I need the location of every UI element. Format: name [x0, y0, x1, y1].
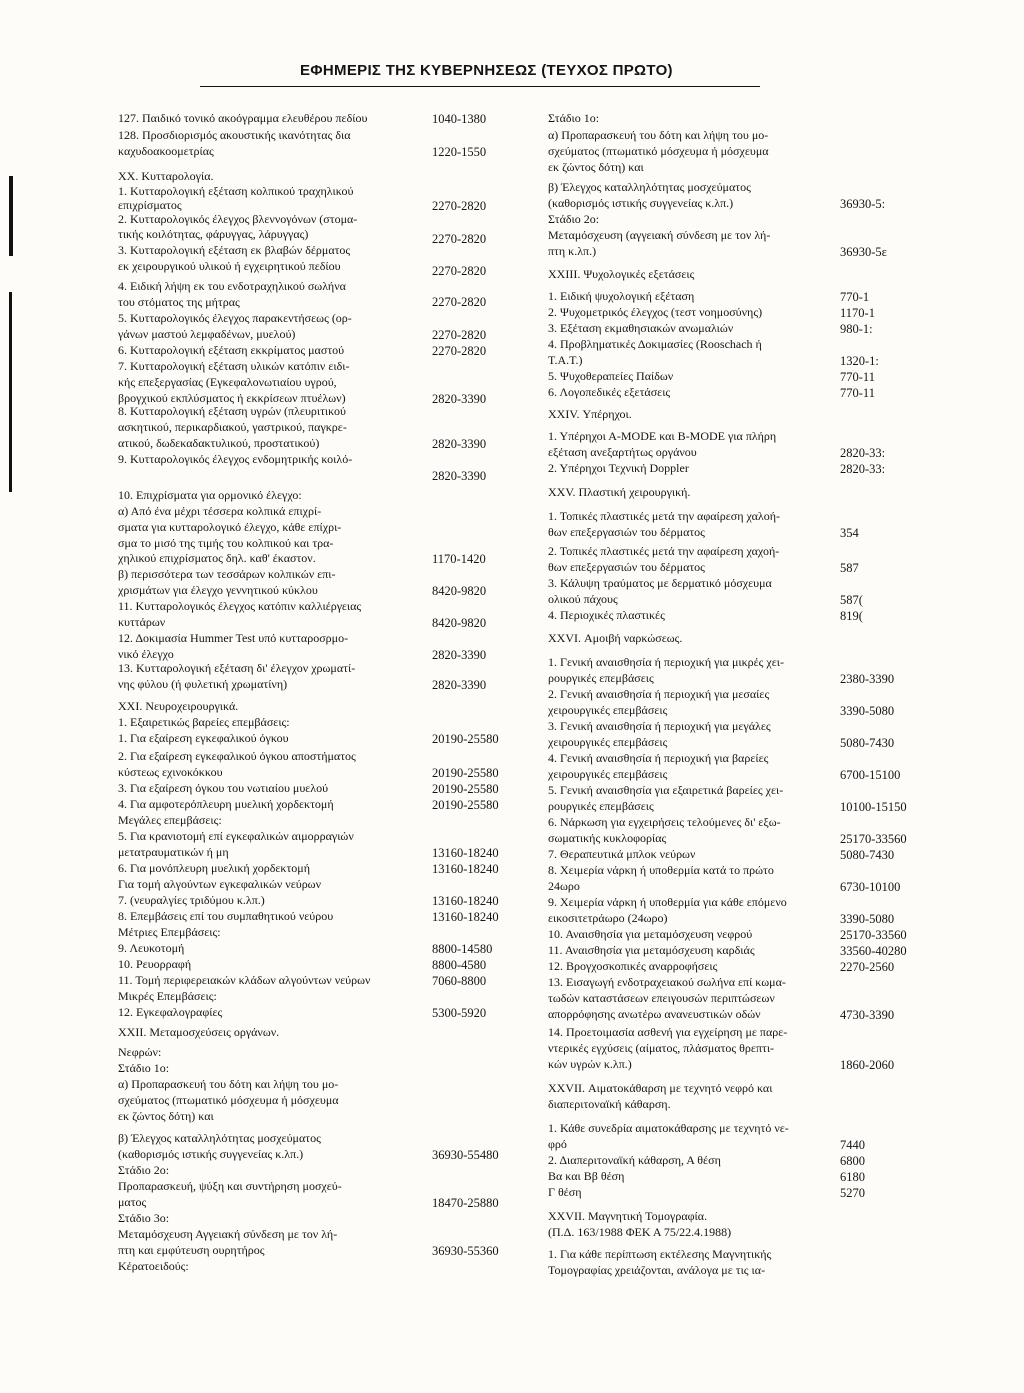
right-entry: XXVII. Μαγνητική Τομογραφία. [548, 1209, 708, 1223]
left-price: 2270-2820 [432, 232, 487, 246]
left-entry: Μεταμόσχευση Αγγειακή σύνδεση με τον λή- [118, 1227, 338, 1241]
left-entry: 4. Για αμφοτερόπλευρη μυελική χορδεκτομή [118, 797, 334, 811]
left-entry: κής επεξεργασίας (Εγκεφαλονωτιαίου υγρού, [118, 375, 337, 389]
right-entry: Στάδιο 1ο: [548, 111, 600, 125]
margin-bar-mark [9, 176, 13, 256]
left-entry: XXI. Νευροχειρουργικά. [118, 699, 239, 713]
right-price: 10100-15150 [840, 800, 907, 814]
left-price: 13160-18240 [432, 894, 499, 908]
left-price: 20190-25580 [432, 766, 499, 780]
right-entry: β) Έλεγχος καταλληλότητας μοσχεύματος [548, 180, 751, 194]
right-entry: θων επεξεργασιών του δέρματος [548, 525, 705, 539]
left-entry: 12. Εγκεφαλογραφίες [118, 1005, 223, 1019]
left-entry: ατικού, δωδεκαδακτυλικού, προστατικού) [118, 436, 320, 450]
left-entry: 12. Δοκιμασία Hummer Test υπό κυτταροσρμο- [118, 631, 349, 645]
right-entry: 6. Λογοπεδικές εξετάσεις [548, 385, 671, 399]
left-entry: 2. Για εξαίρεση εγκεφαλικού όγκου αποστήματος [118, 749, 356, 763]
right-entry: φρό [548, 1137, 567, 1151]
right-entry: κών υγρών κ.λπ.) [548, 1057, 632, 1071]
right-price: 25170-33560 [840, 832, 907, 846]
right-entry: εικοσιτετράωρο (24ωρο) [548, 911, 668, 925]
left-entry: Προπαρασκευή, ψύξη και συντήρηση μοσχεύ- [118, 1179, 342, 1193]
left-entry: 8. Επεμβάσεις επί του συμπαθητικού νεύρου [118, 909, 334, 923]
right-entry: 4. Περιοχικές πλαστικές [548, 608, 665, 622]
left-entry: εκ ζώντος δότη) και [118, 1109, 214, 1123]
right-price: 2270-2560 [840, 960, 895, 974]
left-entry: σχεύματος (πτωματικό μόσχευμα ή μόσχευμα [118, 1093, 339, 1107]
left-entry: 4. Ειδική λήψη εκ του ενδοτραχηλικού σωλήνα [118, 279, 346, 293]
left-entry: 5. Κυτταρολογικός έλεγχος παρακεντήσεως (ορ- [118, 311, 352, 325]
right-price: 6800 [840, 1154, 865, 1168]
right-entry: Στάδιο 2ο: [548, 212, 600, 226]
left-price: 20190-25580 [432, 782, 499, 796]
left-entry: 13. Κυτταρολογική εξέταση δι' έλεγχον χρωματί- [118, 661, 356, 675]
left-entry: Για τομή αλγούντων εγκεφαλικών νεύρων [118, 877, 322, 891]
right-entry: 1. Κάθε συνεδρία αιματοκάθαρσης με τεχνητό νε- [548, 1121, 789, 1135]
margin-bar-mark [9, 292, 12, 492]
right-price: 2380-3390 [840, 672, 895, 686]
left-entry: α) Προπαρασκευή του δότη και λήψη του μο- [118, 1077, 339, 1091]
left-price: 18470-25880 [432, 1196, 499, 1210]
left-entry: επιχρίσματος [118, 198, 182, 212]
right-entry: 8. Χειμερία νάρκη ή υποθερμία κατά το πρώτο [548, 863, 774, 877]
left-entry: 1. Για εξαίρεση εγκεφαλικού όγκου [118, 731, 289, 745]
left-entry: β) Έλεγχος καταλληλότητας μοσχεύματος [118, 1131, 321, 1145]
right-entry: 10. Αναισθησία για μεταμόσχευση νεφρού [548, 927, 753, 941]
left-price: 20190-25580 [432, 798, 499, 812]
left-entry: καχυδοακοομετρίας [118, 144, 214, 158]
right-entry: 3. Γενική αναισθησία ή περιοχική για μεγάλες [548, 719, 771, 733]
left-entry: σμα το μισό της τιμής του κολπικού και τρα- [118, 536, 334, 550]
left-price: 2820-3390 [432, 392, 487, 406]
right-entry: σωματικής κυκλοφορίας [548, 831, 667, 845]
right-entry: 6. Νάρκωση για εγχειρήσεις τελούμενες δι' εξω- [548, 815, 781, 829]
left-entry: β) περισσότερα των τεσσάρων κολπικών επι- [118, 567, 336, 581]
right-entry: 1. Για κάθε περίπτωση εκτέλεσης Μαγνητικής [548, 1247, 772, 1261]
left-entry: 7. Κυτταρολογική εξέταση υλικών κατόπιν ειδι- [118, 359, 350, 373]
right-price: 770-11 [840, 386, 875, 400]
right-entry: α) Προπαρασκευή του δότη και λήψη του μο- [548, 128, 769, 142]
left-entry: 11. Κυτταρολογικός έλεγχος κατόπιν καλλιέργειας [118, 599, 362, 613]
right-entry: χειρουργικές επεμβάσεις [548, 767, 668, 781]
right-entry: Τ.Α.Τ.) [548, 353, 583, 367]
right-entry: ρουργικές επεμβάσεις [548, 799, 654, 813]
left-price: 2820-3390 [432, 678, 487, 692]
right-entry: 11. Αναισθησία για μεταμόσχευση καρδιάς [548, 943, 755, 957]
right-price: 770-1 [840, 290, 870, 304]
left-entry: νης φύλου (ή φυλετική χρωματίνη) [118, 677, 288, 691]
right-price: 1170-1 [840, 306, 875, 320]
right-entry: εκ ζώντος δότη) και [548, 160, 644, 174]
left-entry: Νεφρών: [118, 1045, 162, 1059]
left-price: 5300-5920 [432, 1006, 487, 1020]
right-entry: 9. Χειμερία νάρκη ή υποθερμία για κάθε επόμενο [548, 895, 787, 909]
left-entry: 3. Κυτταρολογική εξέταση εκ βλαβών δέρματος [118, 243, 351, 257]
left-entry: βρογχικού εκπλύσματος ή εκκρίσεων πτυέλων) [118, 391, 346, 405]
right-price: 2820-33: [840, 446, 886, 460]
left-price: 2820-3390 [432, 437, 487, 451]
left-entry: 5. Για κρανιοτομή επί εγκεφαλικών αιμορραγιών [118, 829, 354, 843]
left-price: 2270-2820 [432, 264, 487, 278]
right-entry: χειρουργικές επεμβάσεις [548, 703, 668, 717]
right-entry: 7. Θεραπευτικά μπλοκ νεύρων [548, 847, 696, 861]
right-price: 3390-5080 [840, 912, 895, 926]
left-entry: XX. Κυτταρολογία. [118, 169, 214, 183]
right-price: 587( [840, 593, 863, 607]
right-entry: ρουργικές επεμβάσεις [548, 671, 654, 685]
right-entry: 4. Προβληματικές Δοκιμασίες (Rooschach ή [548, 337, 762, 351]
right-entry: 2. Ψυχομετρικός έλεγχος (τεστ νοημοσύνης) [548, 305, 763, 319]
left-entry: α) Από ένα μέχρι τέσσερα κολπικά επιχρί- [118, 504, 322, 518]
right-entry: ντερικές εγχύσεις (αίματος, πλάσματος θρεπτι- [548, 1041, 775, 1055]
right-price: 587 [840, 561, 859, 575]
left-entry: Κέρατοειδούς: [118, 1259, 189, 1273]
left-price: 1170-1420 [432, 552, 486, 566]
left-entry: 127. Παιδικό τονικό ακοόγραμμα ελευθέρου πεδίου [118, 111, 368, 125]
left-price: 13160-18240 [432, 862, 499, 876]
right-entry: XXIII. Ψυχολογικές εξετάσεις [548, 267, 695, 281]
right-price: 819( [840, 609, 863, 623]
right-entry: 5. Γενική αναισθησία για εξαιρετικά βαρείες χει- [548, 783, 784, 797]
left-entry: γάνων μαστού λεμφαδένων, μυελού) [118, 327, 296, 341]
left-entry: (καθορισμός ιστικής συγγενείας κ.λπ.) [118, 1147, 304, 1161]
right-entry: 2. Τοπικές πλαστικές μετά την αφαίρεση χαχοή- [548, 544, 780, 558]
left-price: 2270-2820 [432, 295, 487, 309]
left-entry: ματος [118, 1195, 147, 1209]
right-price: 36930-5: [840, 197, 886, 211]
right-entry: ολικού πάχους [548, 592, 618, 606]
right-price: 6180 [840, 1170, 865, 1184]
left-entry: εκ χειρουργικού υλικού ή εγχειρητικού πεδίου [118, 259, 341, 273]
left-entry: 2. Κυτταρολογικός έλεγχος βλεννογόνων (στομα- [118, 212, 358, 226]
right-entry: τωδών καταστάσεων επειγουσών περιπτώσεων [548, 991, 775, 1005]
left-price: 8420-9820 [432, 584, 487, 598]
left-entry: 128. Προσδιορισμός ακουστικής ικανότητας δια [118, 128, 351, 142]
left-entry: 9. Κυτταρολογικός έλεγχος ενδομητρικής κοιλό- [118, 452, 353, 466]
right-price: 980-1: [840, 322, 873, 336]
right-price: 354 [840, 526, 859, 540]
left-price: 8800-14580 [432, 942, 493, 956]
page-header-title: ΕΦΗΜΕΡΙΣ ΤΗΣ ΚΥΒΕΡΝΗΣΕΩΣ (ΤΕΥΧΟΣ ΠΡΩΤΟ) [300, 62, 673, 79]
left-entry: 1. Εξαιρετικώς βαρείες επεμβάσεις: [118, 715, 290, 729]
left-entry: Στάδιο 1ο: [118, 1061, 170, 1075]
right-entry: Βα και Ββ θέση [548, 1169, 625, 1183]
left-price: 2270-2820 [432, 344, 487, 358]
left-price: 2820-3390 [432, 469, 487, 483]
right-entry: 2. Υπέρηχοι Τεχνική Doppler [548, 461, 689, 475]
left-entry: χρισμάτων για έλεγχο γεννητικού κύκλου [118, 583, 318, 597]
right-entry: διαπεριτοναϊκή κάθαρση. [548, 1097, 671, 1111]
right-entry: 1. Ειδική ψυχολογική εξέταση [548, 289, 695, 303]
right-price: 6730-10100 [840, 880, 901, 894]
right-entry: χειρουργικές επεμβάσεις [548, 735, 668, 749]
left-entry: 7. (νευραλγίες τριδύμου κ.λπ.) [118, 893, 265, 907]
right-price: 7440 [840, 1138, 865, 1152]
header-rule [200, 86, 760, 87]
left-entry: Μικρές Επεμβάσεις: [118, 989, 217, 1003]
right-entry: Μεταμόσχευση (αγγειακή σύνδεση με τον λή- [548, 228, 771, 242]
left-entry: πτη και εμφύτευση ουρητήρος [118, 1243, 265, 1257]
left-price: 2820-3390 [432, 648, 487, 662]
right-entry: XXV. Πλαστική χειρουργική. [548, 485, 691, 499]
right-entry: 3. Κάλυψη τραύματος με δερματικό μόσχευμα [548, 576, 772, 590]
right-entry: απορρόφησης ανωτέρω ανανευστικών οδών [548, 1007, 761, 1021]
right-entry: Τομογραφίας χρειάζονται, ανάλογα με τις ια- [548, 1263, 766, 1277]
left-price: 8800-4580 [432, 958, 487, 972]
left-price: 13160-18240 [432, 910, 499, 924]
right-entry: XXIV. Υπέρηχοι. [548, 407, 632, 421]
left-entry: 11. Τομή περιφερειακών κλάδων αλγούντων νεύρων [118, 973, 371, 987]
left-entry: 9. Λευκοτομή [118, 941, 185, 955]
right-entry: (Π.Δ. 163/1988 ΦΕΚ Α 75/22.4.1988) [548, 1225, 732, 1239]
left-entry: 6. Για μονόπλευρη μυελική χορδεκτομή [118, 861, 310, 875]
left-entry: τικής κοιλότητας, φάρυγγας, λάρυγγας) [118, 227, 309, 241]
right-price: 770-11 [840, 370, 875, 384]
right-entry: 2. Διαπεριτοναϊκή κάθαρση, Α θέση [548, 1153, 721, 1167]
right-price: 5080-7430 [840, 848, 895, 862]
left-entry: 10. Ρευορραφή [118, 957, 192, 971]
left-price: 13160-18240 [432, 846, 499, 860]
left-entry: XXII. Μεταμοσχεύσεις οργάνων. [118, 1025, 280, 1039]
left-price: 2270-2820 [432, 328, 487, 342]
right-entry: 14. Προετοιμασία ασθενή για εγχείρηση με παρε- [548, 1025, 788, 1039]
right-price: 6700-15100 [840, 768, 901, 782]
left-entry: σματα για κυτταρολογικό έλεγχο, κάθε επίχρι- [118, 520, 342, 534]
left-entry: κυττάρων [118, 615, 166, 629]
right-entry: XXVI. Αμοιβή ναρκώσεως. [548, 631, 683, 645]
right-entry: 1. Γενική αναισθησία ή περιοχική για μικρές χει- [548, 655, 785, 669]
right-entry: 1. Τοπικές πλαστικές μετά την αφαίρεση χαλοή- [548, 509, 780, 523]
left-entry: 6. Κυτταρολογική εξέταση εκκρίματος μαστού [118, 343, 345, 357]
right-price: 5080-7430 [840, 736, 895, 750]
left-entry: Μέτριες Επεμβάσεις: [118, 925, 221, 939]
right-entry: πτη κ.λπ.) [548, 244, 597, 258]
right-price: 1860-2060 [840, 1058, 895, 1072]
left-price: 36930-55360 [432, 1244, 499, 1258]
left-price: 2270-2820 [432, 199, 487, 213]
right-price: 2820-33: [840, 462, 886, 476]
left-entry: μετατραυματικών ή μη [118, 845, 229, 859]
right-price: 5270 [840, 1186, 865, 1200]
right-entry: 13. Εισαγωγή ενδοτραχειακού σωλήνα επί κωμα- [548, 975, 786, 989]
left-entry: κύστεως εχινοκόκκου [118, 765, 223, 779]
left-entry: Μεγάλες επεμβάσεις: [118, 813, 222, 827]
right-entry: Γ θέση [548, 1185, 582, 1199]
right-entry: (καθορισμός ιστικής συγγενείας κ.λπ.) [548, 196, 734, 210]
right-entry: 24ωρο [548, 879, 580, 893]
right-price: 25170-33560 [840, 928, 907, 942]
left-price: 8420-9820 [432, 616, 487, 630]
left-entry: Στάδιο 3ο: [118, 1211, 170, 1225]
left-entry: ασκητικού, περικαρδιακού, γαστρικού, παγκρε- [118, 420, 347, 434]
right-price: 36930-5ε [840, 245, 887, 259]
left-entry: του στόματος της μήτρας [118, 295, 240, 309]
left-price: 20190-25580 [432, 732, 499, 746]
right-entry: σχεύματος (πτωματικό μόσχευμα ή μόσχευμα [548, 144, 769, 158]
left-entry: νικό έλεγχο [118, 647, 174, 661]
left-entry: Στάδιο 2ο: [118, 1163, 170, 1177]
right-entry: 2. Γενική αναισθησία ή περιοχική για μεσαίες [548, 687, 770, 701]
right-entry: 4. Γενική αναισθησία ή περιοχική για βαρείες [548, 751, 769, 765]
right-entry: θων επεξεργασιών του δέρματος [548, 560, 705, 574]
left-entry: 10. Επιχρίσματα για ορμονικό έλεγχο: [118, 488, 302, 502]
right-entry: 3. Εξέταση εκμαθησιακών ανωμαλιών [548, 321, 734, 335]
left-entry: 8. Κυτταρολογική εξέταση υγρών (πλευριτικού [118, 404, 346, 418]
left-entry: 3. Για εξαίρεση όγκου του νωτιαίου μυελού [118, 781, 329, 795]
right-entry: 12. Βρογχοσκοπικές αναρροφήσεις [548, 959, 718, 973]
right-price: 3390-5080 [840, 704, 895, 718]
right-price: 1320-1: [840, 354, 879, 368]
right-price: 33560-40280 [840, 944, 907, 958]
right-price: 4730-3390 [840, 1008, 895, 1022]
right-entry: XXVII. Αιματοκάθαρση με τεχνητό νεφρό και [548, 1081, 773, 1095]
right-entry: εξέταση ανεξαρτήτως οργάνου [548, 445, 697, 459]
left-entry: χηλικού επιχρίσματος δηλ. καθ' έκαστον. [118, 551, 316, 565]
left-price: 7060-8800 [432, 974, 487, 988]
left-entry: 1. Κυτταρολογική εξέταση κολπικού τραχηλικού [118, 184, 354, 198]
right-entry: 1. Υπέρηχοι Α-MODE και Β-MODE για πλήρη [548, 429, 777, 443]
left-price: 36930-55480 [432, 1148, 499, 1162]
left-price: 1220-1550 [432, 145, 487, 159]
left-price: 1040-1380 [432, 112, 487, 126]
right-entry: 5. Ψυχοθεραπείες Παίδων [548, 369, 674, 383]
